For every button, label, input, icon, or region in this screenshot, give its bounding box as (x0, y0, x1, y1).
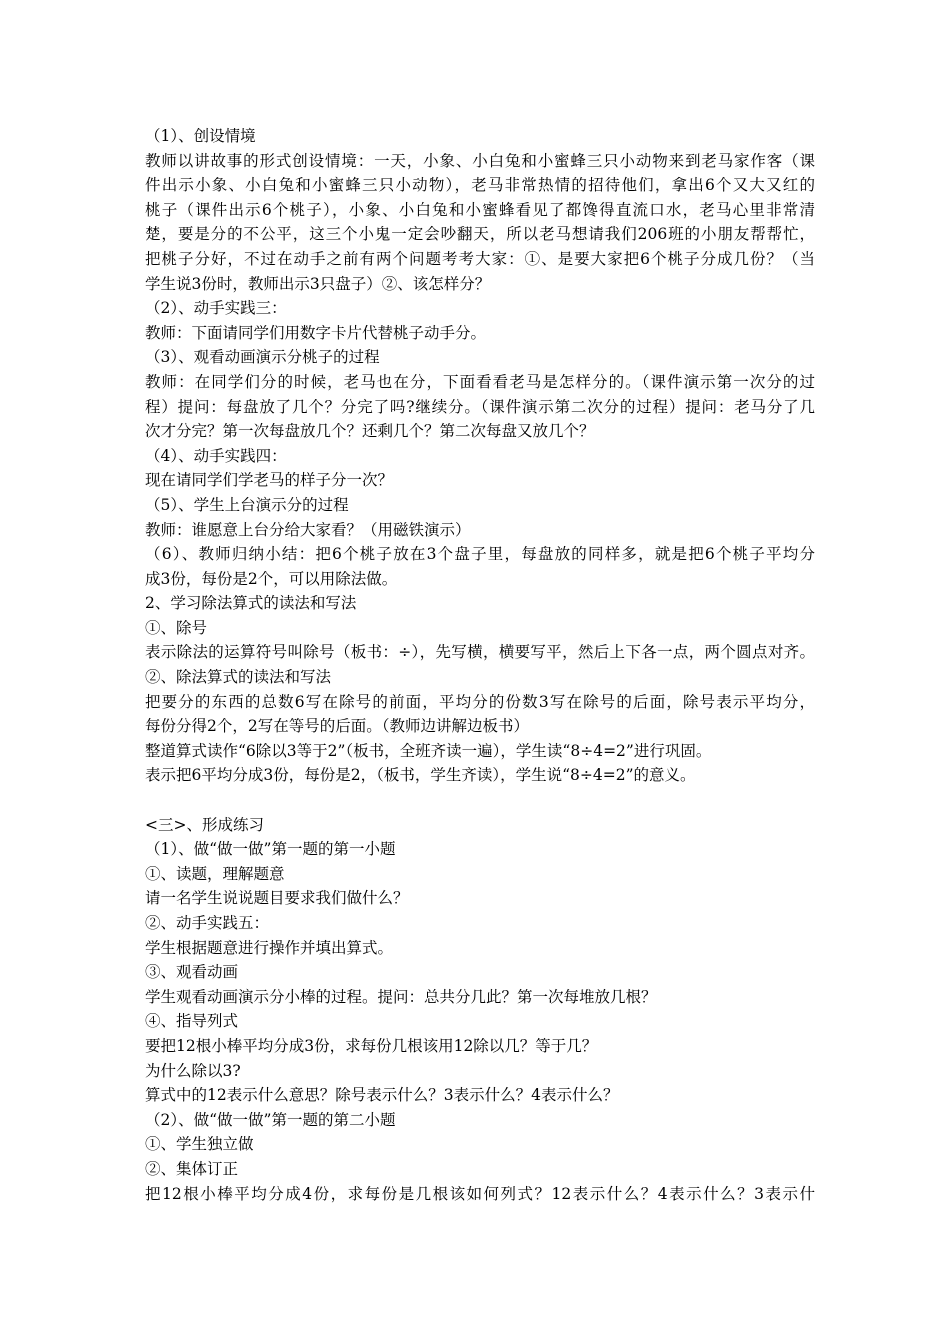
paragraph-line: 把要分的东西的总数6写在除号的前面，平均分的份数3写在除号的后面，除号表示平均分， (145, 692, 815, 711)
paragraph-line: 教师：在同学们分的时候，老马也在分，下面看看老马是怎样分的。（课件演示第一次分的过 (145, 372, 815, 391)
paragraph-line: 次才分完？第一次每盘放几个？还剩几个？第二次每盘又放几个？ (145, 422, 595, 441)
paragraph-line: 把12根小棒平均分成4份，求每份是几根该如何列式？12表示什么？4表示什么？3表示什 (145, 1184, 815, 1203)
subsection-heading: （1）、做“做一做”第一题的第一小题 (145, 840, 396, 859)
paragraph-line: 要把12根小棒平均分成3份，求每份几根该用12除以几？等于几？ (145, 1036, 598, 1055)
subsection-heading: ②、除法算式的读法和写法 (145, 668, 332, 687)
section-heading: （4）、动手实践四： (145, 446, 287, 465)
section-heading: （5）、学生上台演示分的过程 (145, 495, 349, 514)
paragraph-line: 表示把6平均分成3份，每份是2，（板书，学生齐读），学生说“8÷4=2”的意义。 (145, 766, 696, 785)
step-heading: ④、指导列式 (145, 1012, 239, 1031)
step-heading: ①、读题，理解题意 (145, 864, 285, 883)
paragraph-line: 算式中的12表示什么意思？除号表示什么？3表示什么？4表示什么？ (145, 1086, 619, 1105)
step-heading: ②、集体订正 (145, 1159, 239, 1178)
paragraph-line: 学生说3份时，教师出示3只盘子）②、该怎样分？ (145, 274, 491, 293)
step-heading: ②、动手实践五： (145, 914, 270, 932)
paragraph-line: 件出示小象、小白兔和小蜜蜂三只小动物），老马非常热情的招待他们，拿出6个又大又红的 (145, 176, 815, 195)
blank-line (145, 788, 815, 813)
section-heading: <三>、形成练习 (145, 815, 264, 834)
document-body (145, 124, 815, 1206)
paragraph-line: 楚，要是分的不公平，这三个小鬼一定会吵翻天，所以老马想请我们206班的小朋友帮帮忙， (145, 225, 815, 244)
step-heading: ①、学生独立做 (145, 1135, 254, 1154)
paragraph-line: 学生根据题意进行操作并填出算式。 (145, 938, 394, 957)
paragraph-line: 请一名学生说说题目要求我们做什么？ (145, 889, 409, 908)
paragraph-line: 程）提问：每盘放了几个？分完了吗?继续分。（课件演示第二次分的过程）提问：老马分了几 (145, 397, 815, 416)
paragraph-line: 教师：下面请同学们用数字卡片代替桃子动手分。 (145, 323, 487, 342)
paragraph-line: （6）、教师归纳小结：把6个桃子放在3个盘子里，每盘放的同样多，就是把6个桃子平均分 (145, 545, 815, 564)
section-heading: （2）、动手实践三： (145, 299, 287, 318)
paragraph-line: 为什么除以3? (145, 1061, 241, 1080)
subsection-heading: ①、除号 (145, 618, 208, 637)
paragraph-line: 表示除法的运算符号叫除号（板书：÷），先写横，横要写平，然后上下各一点，两个圆点对齐。 (145, 643, 815, 662)
paragraph-line: 教师以讲故事的形式创设情境：一天，小象、小白兔和小蜜蜂三只小动物来到老马家作客（课 (145, 151, 815, 170)
section-heading: （3）、观看动画演示分桃子的过程 (145, 348, 380, 367)
paragraph-line: 把桃子分好，不过在动手之前有两个问题考考大家：①、是要大家把6个桃子分成几份？（当 (145, 249, 815, 268)
paragraph-line: 桃子（课件出示6个桃子），小象、小白兔和小蜜蜂看见了都馋得直流口水，老马心里非常清 (145, 200, 815, 219)
section-heading: 2、学习除法算式的读法和写法 (145, 594, 357, 613)
paragraph-line: 教师：谁愿意上台分给大家看？（用磁铁演示） (145, 520, 471, 539)
paragraph-line: 整道算式读作“6除以3等于2”（板书，全班齐读一遍），学生读“8÷4=2”进行巩固。 (145, 741, 712, 760)
subsection-heading: （2）、做“做一做”第一题的第二小题 (145, 1110, 396, 1129)
paragraph-line: 成3份，每份是2个，可以用除法做。 (145, 569, 398, 588)
paragraph-line: 现在请同学们学老马的样子分一次？ (145, 471, 394, 490)
paragraph-line: 学生观看动画演示分小棒的过程。提问：总共分几此？第一次每堆放几根？ (145, 987, 657, 1006)
section-heading: （1）、创设情境 (145, 127, 256, 145)
step-heading: ③、观看动画 (145, 963, 239, 982)
paragraph-line: 每份分得2个，2写在等号的后面。（教师边讲解边板书） (145, 717, 529, 736)
